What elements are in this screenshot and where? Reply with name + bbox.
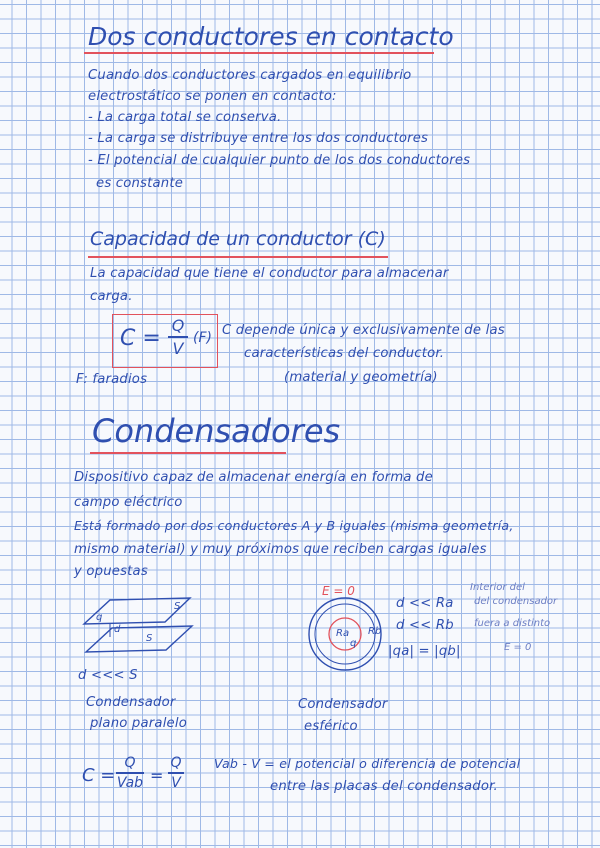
intro-bullet-1: - La carga total se conserva.	[88, 110, 282, 125]
cond-line-5: y opuestas	[74, 564, 148, 579]
cond-line-1: Dispositivo capaz de almacenar energía en forma de	[74, 470, 433, 485]
final-den-2: V	[171, 774, 181, 791]
capacidad-line-2: carga.	[90, 289, 133, 304]
sphere-caption-1: Condensador	[298, 697, 388, 712]
capacidad-line-1: La capacidad que tiene el conductor para almacenar	[90, 266, 449, 281]
capacidad-heading: Capacidad de un conductor (C)	[90, 228, 386, 250]
sphere-note-3: |qa| = |qb|	[388, 644, 461, 659]
sphere-e0: E = 0	[322, 584, 355, 598]
plate-label-s-top: S	[174, 601, 181, 612]
plate-condition: d <<< S	[78, 668, 138, 683]
sphere-inner-label: Ra	[336, 628, 350, 639]
sphere-q-label: q	[350, 638, 357, 649]
capacidad-desc-2: características del conductor.	[244, 346, 445, 361]
sphere-side-2: del condensador	[474, 596, 558, 607]
sphere-outer-label: Rb	[368, 626, 382, 637]
formula-numerator: Q	[171, 316, 185, 335]
capacidad-desc-1: C depende única y exclusivamente de las	[222, 323, 505, 338]
final-lhs: C =	[82, 765, 116, 786]
intro-line-1: Cuando dos conductores cargados en equilibrio	[88, 68, 412, 83]
final-def-2: entre las placas del condensador.	[270, 779, 498, 794]
intro-line-2: electrostático se ponen en contacto:	[88, 89, 337, 104]
plate-label-q: q	[96, 612, 103, 623]
sphere-caption-2: esférico	[304, 719, 358, 734]
formula-unit: (F)	[193, 330, 212, 346]
cond-line-3: Está formado por dos conductores A y B iguales (misma geometría,	[74, 518, 514, 533]
intro-bullet-2: - La carga se distribuye entre los dos conductores	[88, 131, 429, 146]
plate-label-d: d	[114, 624, 121, 635]
plate-caption-2: plano paralelo	[90, 716, 187, 731]
sphere-side-4: E = 0	[504, 642, 532, 653]
final-den-1: Vab	[116, 774, 144, 791]
final-equals: =	[150, 766, 164, 785]
faradios-note: F: faradios	[76, 372, 148, 387]
final-num-1: Q	[124, 755, 136, 771]
sphere-side-1: Interior del	[470, 582, 525, 593]
formula-lhs: C =	[120, 326, 161, 351]
formula-denominator: V	[172, 338, 184, 358]
plate-caption-1: Condensador	[86, 695, 176, 710]
plate-label-s-bottom: S	[146, 633, 153, 644]
final-def-1: Vab - V = el potencial o diferencia de potencial	[214, 756, 521, 771]
condensadores-heading: Condensadores	[92, 412, 341, 450]
capacidad-desc-3: (material y geometría)	[284, 370, 438, 385]
sphere-note-1: d << Ra	[396, 596, 454, 611]
final-fraction-2	[168, 755, 184, 791]
sphere-side-3: fuera a distinto	[474, 618, 551, 629]
page-title: Dos conductores en contacto	[88, 22, 454, 51]
intro-bullet-3-cont: es constante	[96, 176, 184, 191]
cond-line-2: campo eléctrico	[74, 495, 183, 510]
cond-line-4: mismo material) y muy próximos que reciben cargas iguales	[74, 542, 487, 557]
final-fraction-1	[116, 755, 144, 791]
final-num-2: Q	[170, 755, 182, 771]
sphere-note-2: d << Rb	[396, 618, 454, 633]
intro-bullet-3: - El potencial de cualquier punto de los dos conductores	[88, 153, 471, 168]
